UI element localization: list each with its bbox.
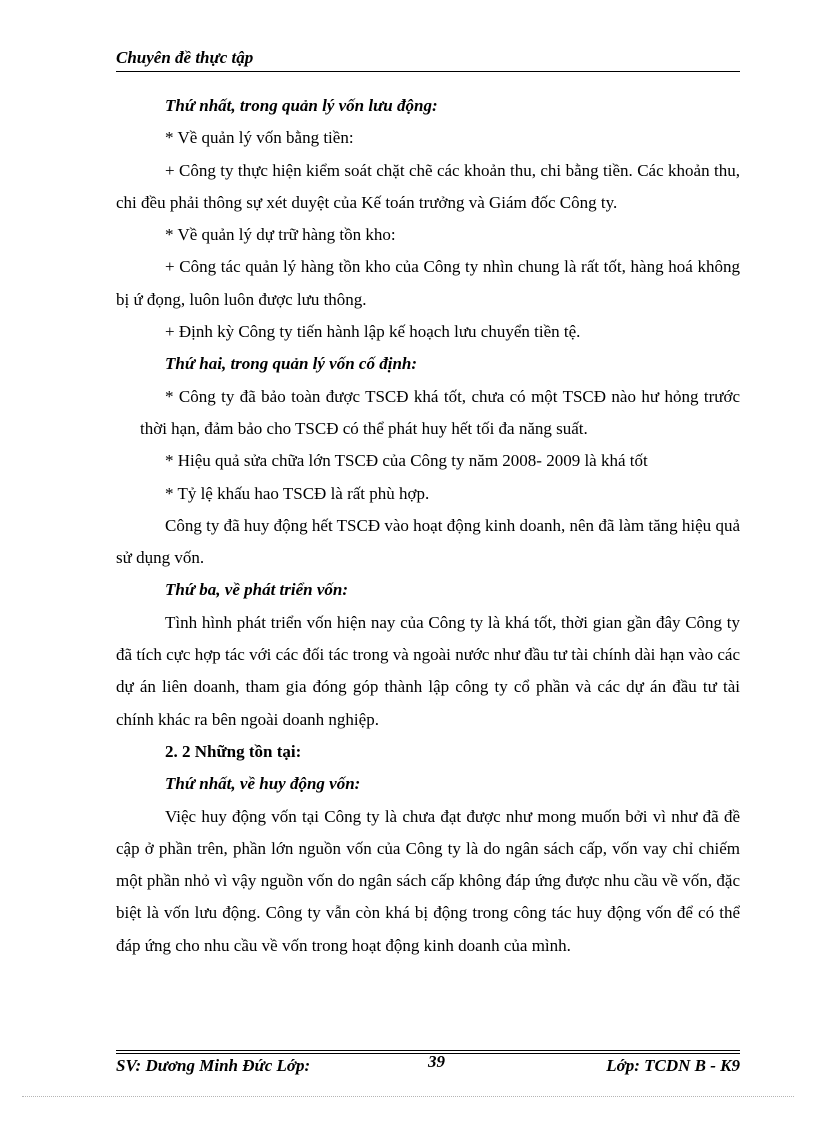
document-body	[116, 90, 740, 962]
paragraph: + Công ty thực hiện kiểm soát chặt chẽ các khoản thu, chi bằng tiền. Các khoản thu, chi đều phải thông sự xét duyệt của Kế toán trưởng và Giám đốc Công ty.	[116, 160, 740, 212]
section-heading: 2. 2 Những tồn tại:	[165, 741, 302, 761]
footer-class: Lớp: TCDN B - K9	[606, 1056, 740, 1075]
page-bottom-dotted-line	[22, 1096, 794, 1097]
page-footer	[116, 1054, 740, 1078]
paragraph: + Định kỳ Công ty tiến hành lập kế hoạch lưu chuyển tiền tệ.	[165, 322, 581, 342]
paragraph: * Về quản lý vốn bằng tiền:	[165, 128, 354, 148]
paragraph: Công ty đã huy động hết TSCĐ vào hoạt động kinh doanh, nên đã làm tăng hiệu quả sử dụng vốn.	[116, 515, 740, 568]
paragraph: + Công tác quản lý hàng tồn kho của Công ty nhìn chung là rất tốt, hàng hoá không bị ứ đọng, luôn luôn được lưu thông.	[116, 257, 740, 309]
paragraph: Tình hình phát triển vốn hiện nay của Công ty là khá tốt, thời gian gần đây Công ty đã tích cực hợp tác với các đối tác trong và ngoài nước như đầu tư tài chính dài hạn vào các dự án liên doanh, tham gia đóng góp thành lập công ty cổ phần và các dự án đầu tư tài chính khác ra bên ngoài doanh nghiệp.	[116, 612, 740, 729]
paragraph: Việc huy động vốn tại Công ty là chưa đạt được như mong muốn bởi vì như đã đề cập ở phần trên, phần lớn nguồn vốn của Công ty là do ngân sách cấp, vốn vay chỉ chiếm một phần nhỏ vì vậy nguồn vốn do ngân sách cấp không đáp ứng được nhu cầu về vốn, đặc biệt là vốn lưu động. Công ty vẫn còn khá bị động trong công tác huy động vốn để có thể đáp ứng cho nhu cầu về vốn trong hoạt động kinh doanh của mình.	[116, 806, 740, 955]
paragraph: * Công ty đã bảo toàn được TSCĐ khá tốt, chưa có một TSCĐ nào hư hỏng trước thời hạn, đảm bảo cho TSCĐ có thể phát huy hết tối đa năng suất.	[140, 386, 740, 438]
header-divider	[116, 71, 740, 72]
paragraph: * Về quản lý dự trữ hàng tồn kho:	[165, 225, 396, 245]
page-number: 39	[428, 1052, 445, 1071]
subheading-capital-development: Thứ ba, về phát triển vốn:	[165, 580, 349, 600]
footer-student: SV: Dương Minh Đức Lớp:	[116, 1056, 311, 1075]
page-header-title: Chuyên đề thực tập	[116, 48, 254, 67]
footer-divider	[116, 1050, 740, 1051]
subheading-working-capital: Thứ nhất, trong quản lý vốn lưu động:	[165, 96, 438, 115]
paragraph: * Tỷ lệ khấu hao TSCĐ là rất phù hợp.	[165, 483, 430, 503]
paragraph: * Hiệu quả sửa chữa lớn TSCĐ của Công ty năm 2008- 2009 là khá tốt	[165, 451, 648, 471]
subheading-capital-mobilization: Thứ nhất, về huy động vốn:	[165, 774, 361, 794]
subheading-fixed-capital: Thứ hai, trong quản lý vốn cố định:	[165, 354, 418, 374]
